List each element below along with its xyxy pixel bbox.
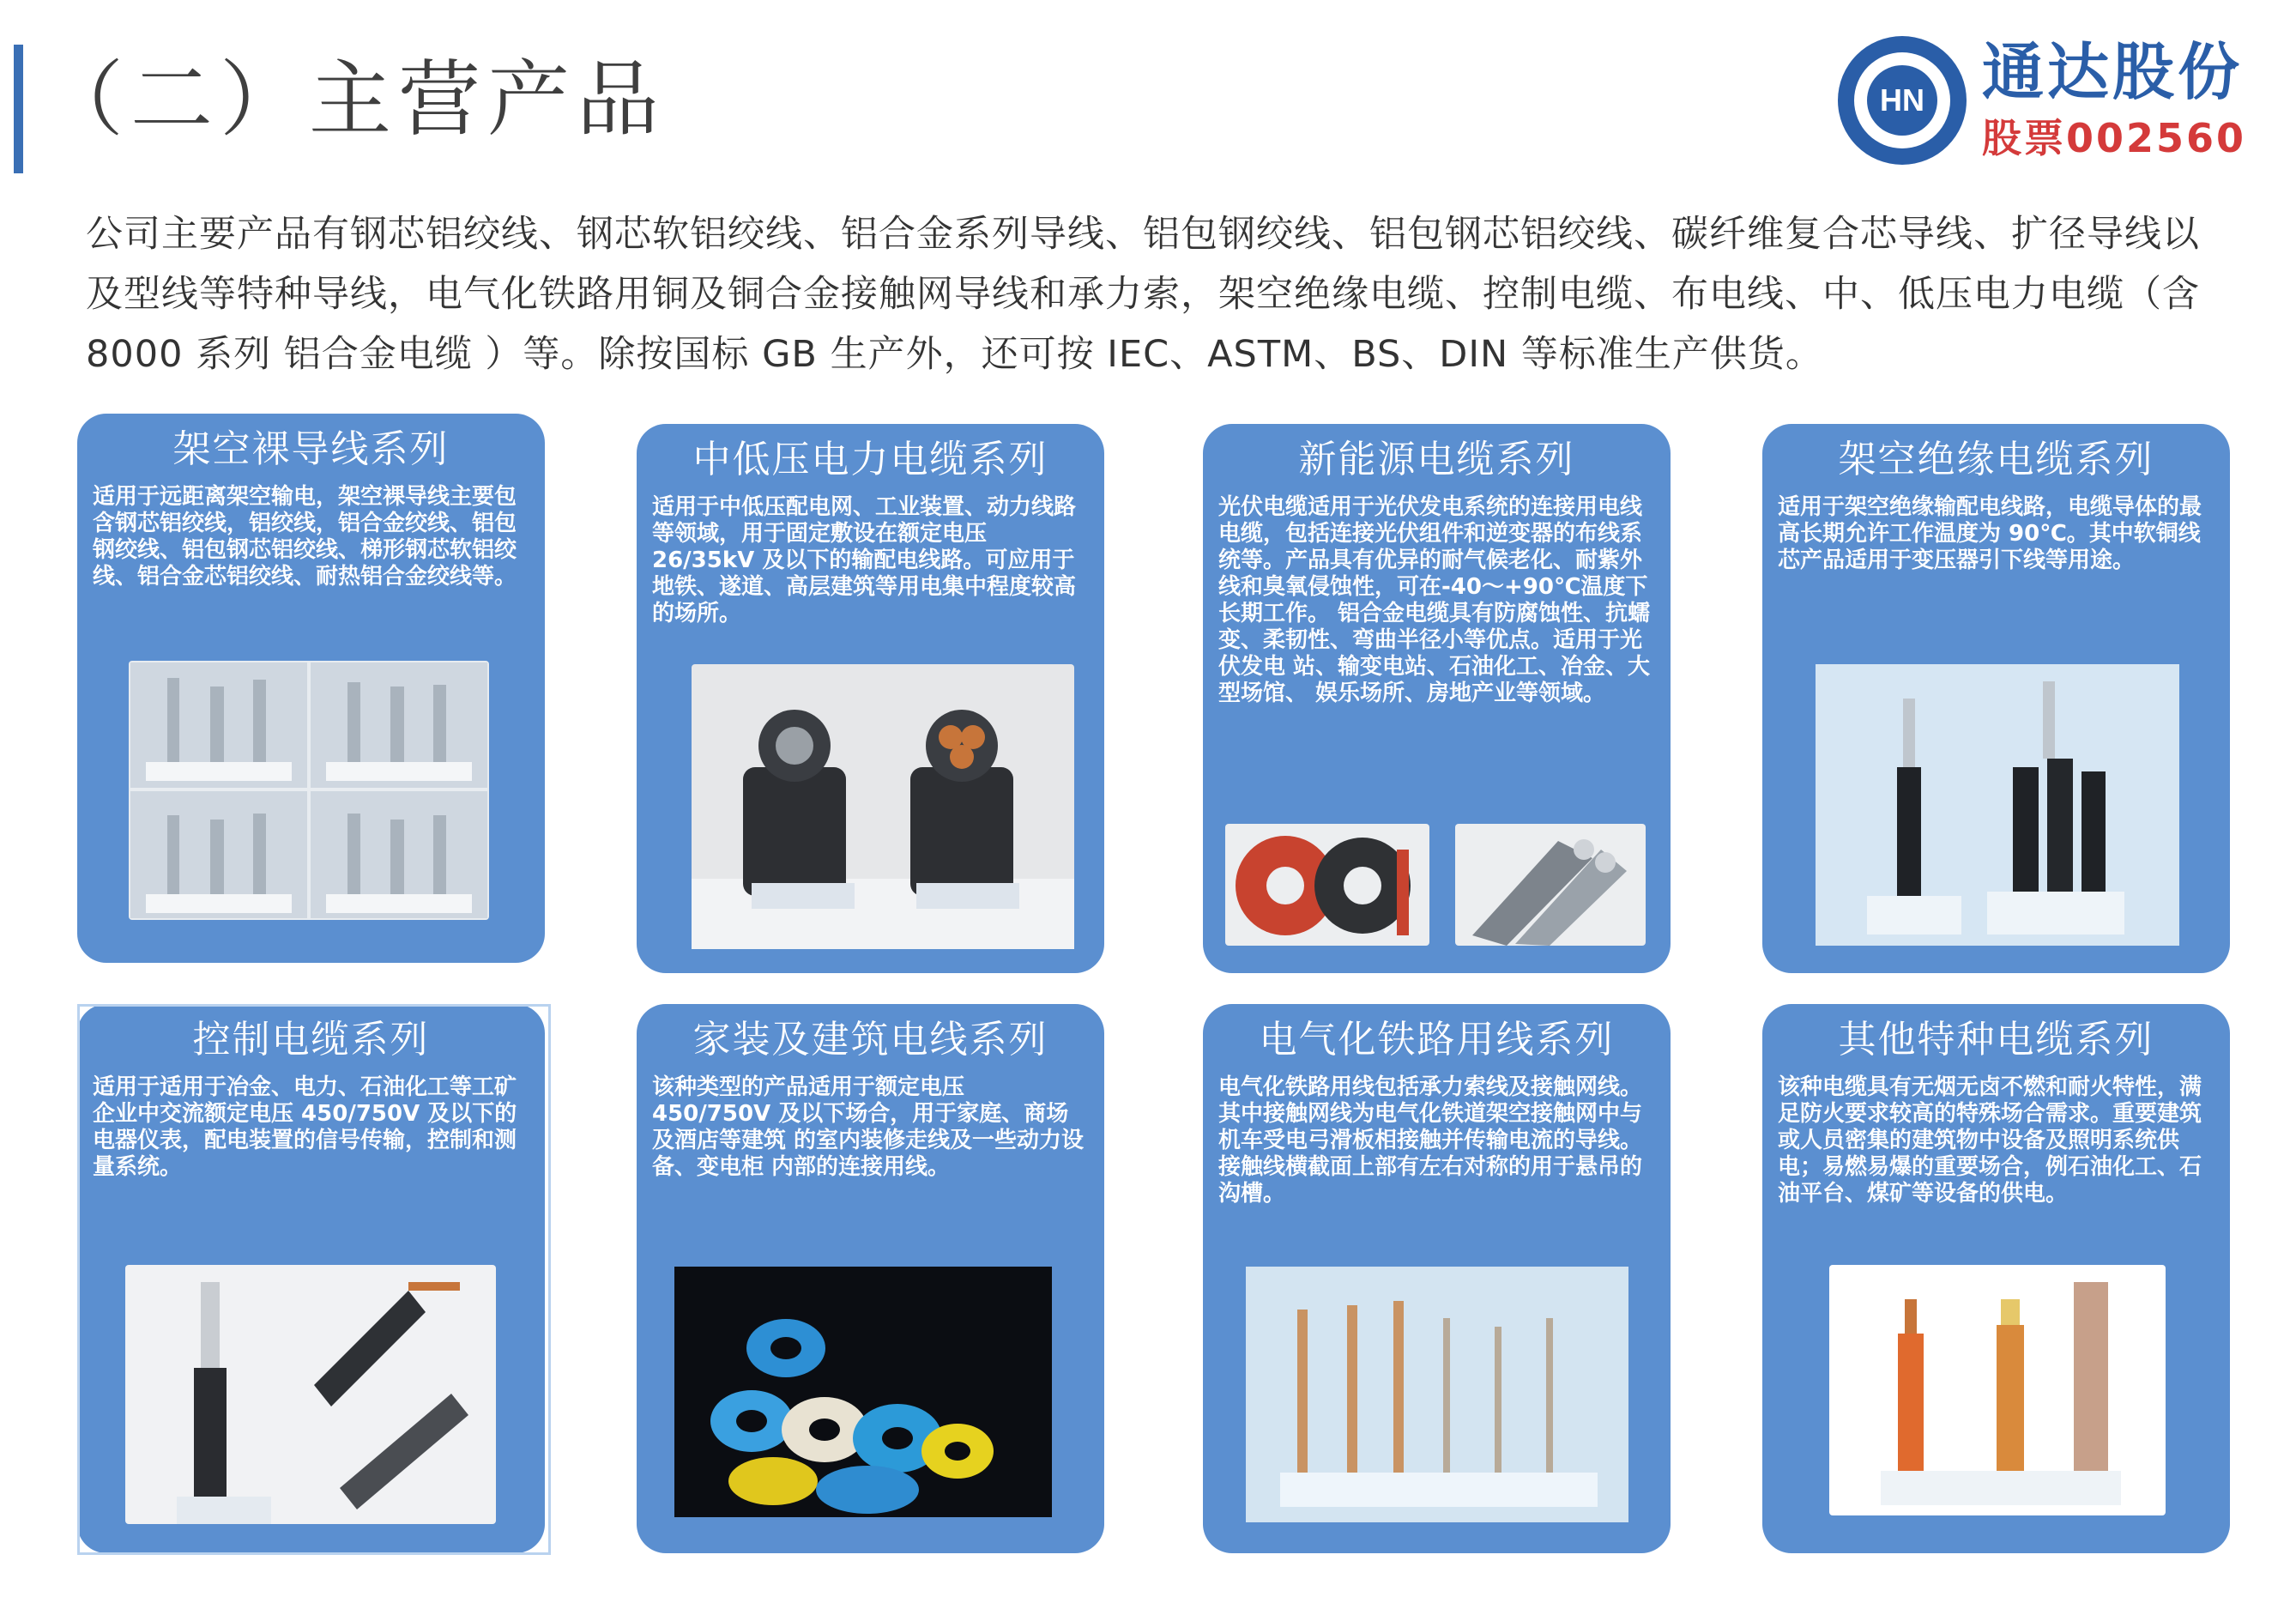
- card-description: 适用于远距离架空输电，架空裸导线主要包含钢芯铝绞线，铝绞线，铝合金绞线、铝包钢绞线、铝包钢芯铝绞线、梯形钢芯软铝绞线、铝合金芯铝绞线、耐热铝合金绞线等。: [93, 484, 517, 590]
- card-description: 光伏电缆适用于光伏发电系统的连接用电线电缆，包括连接光伏组件和逆变器的布线系统等。产品具有优异的耐气候老化、耐紫外线和臭氧侵蚀性，可在-40～+90℃温度下长期工作。 铝合金电缆具有防腐蚀性、抗蠕变、柔韧性、弯曲半径小等优点。适用于光伏发电 站、输变电站、石油化工、冶金、大型场馆、 娱乐场所、房地产业等领域。: [1218, 494, 1651, 706]
- card-description: 该种电缆具有无烟无卤不燃和耐火特性，满足防火要求较高的特殊场合需求。重要建筑或人员密集的建筑物中设备及照明系统供电；易燃易爆的重要场合，例石油化工、石油平台、煤矿等设备的供电。: [1778, 1074, 2202, 1207]
- card-railway-electrification-wire: [1203, 1004, 1671, 1553]
- brand-name: 通达股份: [1982, 36, 2244, 108]
- special-cable-photo: [1829, 1265, 2166, 1515]
- product-photo: [1829, 1265, 2166, 1515]
- intro-paragraph: 公司主要产品有钢芯铝绞线、钢芯软铝绞线、铝合金系列导线、铝包钢绞线、铝包钢芯铝绞线、碳纤维复合芯导线、扩径导线以及型线等特种导线，电气化铁路用铜及铜合金接触网导线和承力索，架空绝缘电缆、控制电缆、布电线、中、低压电力电缆（含 8000 系列 铝合金电缆 ）等。除按国标 GB 生产外，还可按 IEC、ASTM、BS、DIN 等标准生产供货。: [86, 213, 2200, 376]
- card-home-building-wire: [637, 1004, 1104, 1553]
- card-title: 架空裸导线系列: [172, 427, 450, 471]
- product-photo: [674, 1267, 1052, 1517]
- card-new-energy-cable: [1203, 424, 1671, 973]
- insulated-cable-photo: [1816, 664, 2179, 946]
- product-photo-alloy: [1455, 824, 1646, 946]
- card-description: 适用于适用于冶金、电力、石油化工等工矿企业中交流额定电压 450/750V 及以下的电器仪表，配电装置的信号传输，控制和测 量系统。: [93, 1074, 517, 1180]
- company-logo: [1838, 36, 2267, 173]
- card-title: 中低压电力电缆系列: [692, 438, 1048, 481]
- power-cable-photo: [692, 664, 1074, 949]
- alloy-cable: [1455, 824, 1646, 946]
- brand-stock-code: 股票002560: [1982, 115, 2247, 161]
- product-photo: [692, 664, 1074, 949]
- card-title: 架空绝缘电缆系列: [1838, 438, 2154, 481]
- building-wire-photo: [674, 1267, 1052, 1517]
- card-control-cable: [77, 1004, 545, 1553]
- control-cable-photo: [125, 1265, 496, 1524]
- product-photo: [1246, 1267, 1628, 1522]
- card-overhead-bare-conductor: [77, 414, 545, 963]
- card-description: 适用于中低压配电网、工业装置、动力线路等领域，用于固定敷设在额定电压 26/35kV 及以下的输配电线路。可应用于地铁、遂道、高层建筑等用电集中程度较高的场所。: [652, 494, 1077, 626]
- logo-mark: HN: [1867, 65, 1937, 136]
- page-title: （二）主营产品: [41, 51, 666, 148]
- card-description: 适用于架空绝缘输配电线路，电缆导体的最高长期允许工作温度为 90℃。其中软铜线芯产品适用于变压器引下线等用途。: [1778, 494, 2202, 573]
- card-description: 电气化铁路用线包括承力索线及接触网线。其中接触网线为电气化铁道架空接触网中与机车受电弓滑板相接触并传输电流的导线。接触线横截面上部有左右对称的用于悬吊的沟槽。: [1218, 1074, 1643, 1207]
- product-photo-pv: [1225, 824, 1429, 946]
- pv-cable-coils: [1225, 824, 1429, 946]
- card-mv-lv-power-cable: [637, 424, 1104, 973]
- railway-wire-photo: [1246, 1267, 1628, 1522]
- card-title: 其他特种电缆系列: [1838, 1018, 2154, 1062]
- product-photo: [129, 661, 489, 920]
- card-description: 该种类型的产品适用于额定电压 450/750V 及以下场合，用于家庭、商场及酒店等建筑 的室内装修走线及一些动力设备、变电柜 内部的连接用线。: [652, 1074, 1085, 1180]
- logo-emblem: [1838, 36, 1967, 165]
- product-photo: [125, 1265, 496, 1524]
- card-overhead-insulated-cable: [1762, 424, 2230, 973]
- card-title: 新能源电缆系列: [1298, 438, 1575, 481]
- bare-conductor-photo-grid: [129, 661, 489, 920]
- card-title: 控制电缆系列: [192, 1018, 430, 1062]
- title-accent-bar: [14, 45, 23, 173]
- card-title: 电气化铁路用线系列: [1259, 1018, 1615, 1062]
- card-special-cable: [1762, 1004, 2230, 1553]
- card-title: 家装及建筑电线系列: [692, 1018, 1048, 1062]
- product-photo: [1816, 664, 2179, 946]
